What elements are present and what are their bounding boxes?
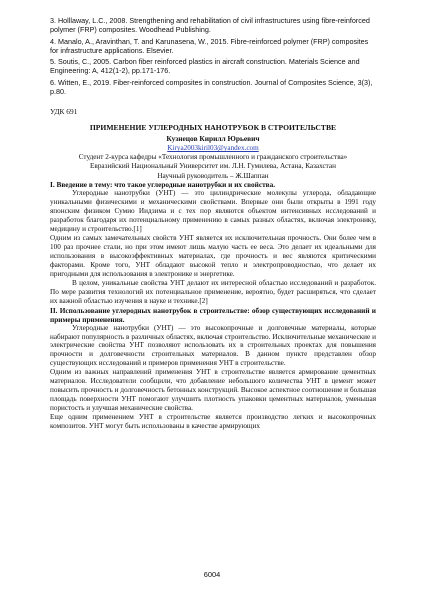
section-1-paragraph: В целом, уникальные свойства УНТ делают их интересной областью исследований и разработок. По мере развития технологий их потенциальное применение, вероятно, будет расширяться, что сделает их важной областью изучения в науке и технике.[2] (50, 278, 376, 305)
reference-3: 3. Holllaway, L.C., 2008. Strengthening and rehabilitation of civil infrastructures using fibre-reinforced polymer (FRP) composites. Woodhead Publishing. (50, 16, 370, 35)
reference-6: 6. Witten, E., 2019. Fiber-reinforced composites in construction. Journal of Composites Science, 3(3), p.80. (50, 77, 373, 97)
reference-5: 5. Soutis, C., 2005. Carbon fiber reinforced plastics in aircraft construction. Materials Science and Engineering: A, 412(1-2), pp.171-176. (50, 57, 360, 76)
section-1-paragraph: Одним из самых замечательных свойств УНТ является их исключительная прочность. Они более чем в 100 раз прочнее стали, но при этом имеют лишь малую часть ее веса. Это делает их идеальными для использования в высокоэффективных материалах, где прочность и вес являются критическими факторами. Кроме того, УНТ обладают высокой тепло и электропроводностью, что делает их пригодными для использования в электронике и энергетике. (50, 233, 376, 278)
scientific-advisor: Научный руководитель – Ж.Шаппан (157, 172, 269, 181)
author-email-link[interactable]: Kirya2003kiril03@yandex.com (167, 144, 259, 153)
udk-code: УДК 691 (50, 107, 78, 117)
section-2-paragraph: Одним из важных направлений применения УНТ в строительстве является армирование цементных материалов. Исследователи сообщили, что добавление небольшого количества УНТ в цемент может повысить прочность и долговечность бетонных конструкций. Высокое аспектное соотношение и большая площадь поверхности УНТ помогают улучшить плотность упаковки цементных материалов, уменьшая пористость и улучшая механические свойства. (50, 368, 376, 413)
author-name: Кузнецов Кирилл Юрьевич (166, 134, 260, 144)
section-2-paragraph: Еще одним применением УНТ в строительстве является производство легких и высокопрочных композитов. УНТ могут быть использованы в качестве армирующих (50, 413, 376, 431)
author-affiliation: Студент 2-курса кафедры «Технология промышленного и гражданского строительства» Евразийский Национальный Университет им. Л.Н. Гумилева, Астана, Казахстан (78, 153, 348, 171)
section-2-paragraph: Углеродные нанотрубки (УНТ) — это высокопрочные и долговечные материалы, которые набирают популярность в различных областях, включая строительство. Исключительные механические и электрические свойства УНТ позволяют использовать их в строительных проектах для повышения прочности и долговечности строительных материалов. В данном пункте представлен обзор существующих исследований и примеров применения УНТ в строительстве. (50, 323, 376, 368)
reference-4: 4. Manalo, A., Aravinthan, T. and Karunasena, W., 2015. Fibre-reinforced polymer (FRP) composites for infrastructure applications. Elsevier. (50, 36, 369, 55)
section-2-heading: II. Использование углеродных нанотрубок в строительстве: обзор существующих исследований и примеры применения. (50, 305, 376, 324)
page-number: 6004 (203, 570, 221, 579)
section-1-paragraph: Углеродные нанотрубки (УНТ) — это цилиндрические молекулы углерода, обладающие уникальными физическими и механическими свойствами. Впервые они были открыты в 1991 году японским физиком Сумио Иидзима и с тех пор являются объектом интенсивных исследований и разработок благодаря их потенциальному применению в самых разных областях, включая электронику, медицину и строительство.[1] (50, 189, 376, 233)
article-title: ПРИМЕНЕНИЕ УГЛЕРОДНЫХ НАНОТРУБОК В СТРОИТЕЛЬСТВЕ (89, 123, 337, 133)
section-1-heading: I. Введение в тему: что такое углеродные нанотрубки и их свойства. (50, 180, 276, 190)
